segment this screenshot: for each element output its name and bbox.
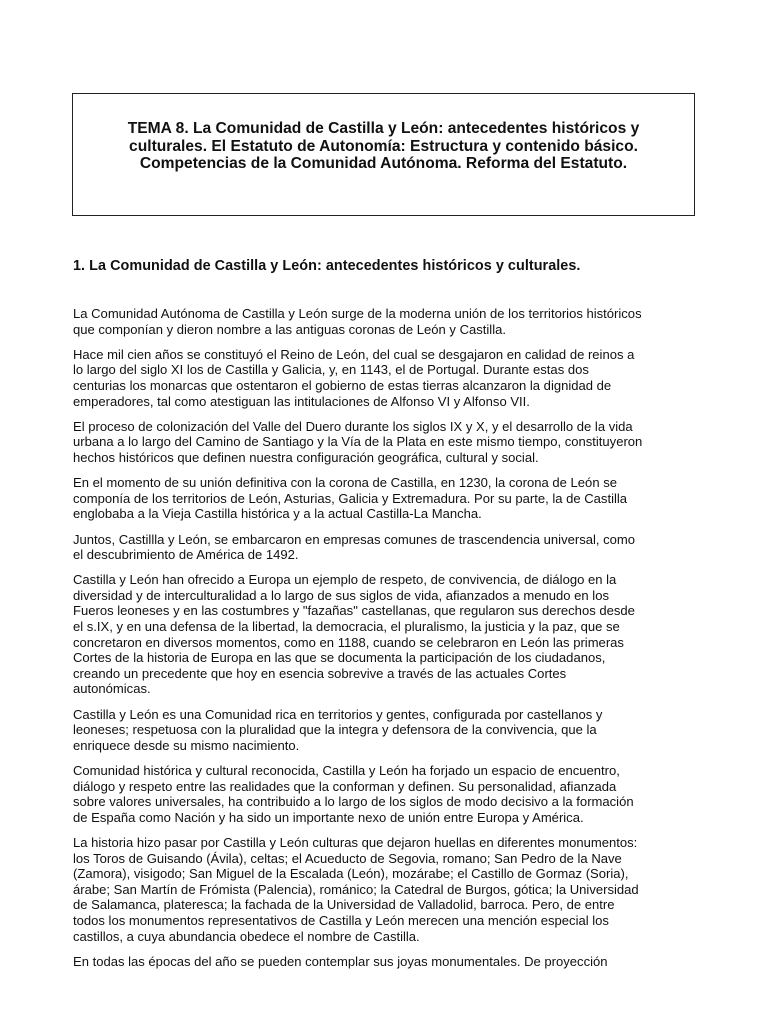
document-title: TEMA 8. La Comunidad de Castilla y León: antecedentes históricos y culturales. El Estatuto de Autonomía: Estructura y contenido básico. Competencias de la Comunidad Autónoma. Reforma del Estatuto.: [127, 120, 640, 172]
paragraph: En todas las épocas del año se pueden contemplar sus joyas monumentales. De proyección: [73, 953, 608, 969]
paragraph: La historia hizo pasar por Castilla y León culturas que dejaron huellas en diferentes monumentos: los Toros de Guisando (Ávila), celtas; el Acueducto de Segovia, romano; San Pedro de la Nave (Zamora), visigodo; San Miguel de la Escalada (León), mozárabe; el Castillo de Gormaz (Soria), árabe; San Martín de Frómista (Palencia), románico; la Catedral de Burgos, gótica; la Universidad de Salamanca, plateresca; la fachada de la Universidad de Valladolid, barroca. Pero, de entre todos los monumentos representativos de Castilla y León merecen una mención especial los castillos, a cuya abundancia obedece el nombre de Castilla.: [73, 834, 639, 944]
paragraph: Castilla y León es una Comunidad rica en territorios y gentes, configurada por castellanos y leoneses; respetuosa con la pluralidad que la integra y defensora de la convivencia, que la enriquece desde su mismo nacimiento.: [73, 706, 603, 753]
paragraph: Comunidad histórica y cultural reconocida, Castilla y León ha forjado un espacio de encuentro, diálogo y respeto entre las realidades que la conforman y definen. Su personalidad, afianzada sobre valores universales, ha contribuido a lo largo de los siglos de modo decisivo a la formación de España como Nación y ha sido un importante nexo de unión entre Europa y América.: [73, 763, 634, 825]
paragraph: Juntos, Castillla y León, se embarcaron en empresas comunes de trascendencia universal, como el descubrimiento de América de 1492.: [73, 531, 636, 563]
paragraph: Hace mil cien años se constituyó el Reino de León, del cual se desgajaron en calidad de reinos a lo largo del siglo XI los de Castilla y Galicia, y, en 1143, el de Portugal. Durante estas dos centurias los monarcas que ostentaron el gobierno de estas tierras alcanzaron la dignidad de emperadores, tal como atestiguan las intitulaciones de Alfonso VI y Alfonso VII.: [73, 346, 635, 409]
paragraph: El proceso de colonización del Valle del Duero durante los siglos IX y X, y el desarrollo de la vida urbana a lo largo del Camino de Santiago y la Vía de la Plata en este mismo tiempo, constituyeron hechos históricos que definen nuestra configuración geográfica, cultural y social.: [73, 418, 643, 465]
paragraph: En el momento de su unión definitiva con la corona de Castilla, en 1230, la corona de León se componía de los territorios de León, Asturias, Galicia y Extremadura. Por su parte, la de Castilla englobaba a la Vieja Castilla histórica y a la actual Castilla-La Mancha.: [73, 475, 628, 522]
paragraph: Castilla y León han ofrecido a Europa un ejemplo de respeto, de convivencia, de diálogo en la diversidad y de interculturalidad a lo largo de sus siglos de vida, afianzados a menudo en los Fueros leoneses y en las costumbres y "fazañas" castellanas, que regularon sus derechos desde el s.IX, y en una defensa de la libertad, la democracia, el pluralismo, la justicia y la paz, que se concretaron en diversos momentos, como en 1188, cuando se celebraron en León las primeras Cortes de la historia de Europa en las que se documenta la participación de los ciudadanos, creando un precedente que hoy en esencia sobrevive a través de las actuales Cortes autonómicas.: [73, 572, 635, 697]
paragraph: La Comunidad Autónoma de Castilla y León surge de la moderna unión de los territorios históricos que componían y dieron nombre a las antiguas coronas de León y Castilla.: [73, 306, 642, 337]
body-text: [73, 306, 713, 979]
section-heading: 1. La Comunidad de Castilla y León: antecedentes históricos y culturales.: [73, 258, 581, 274]
title-box: [72, 93, 695, 216]
